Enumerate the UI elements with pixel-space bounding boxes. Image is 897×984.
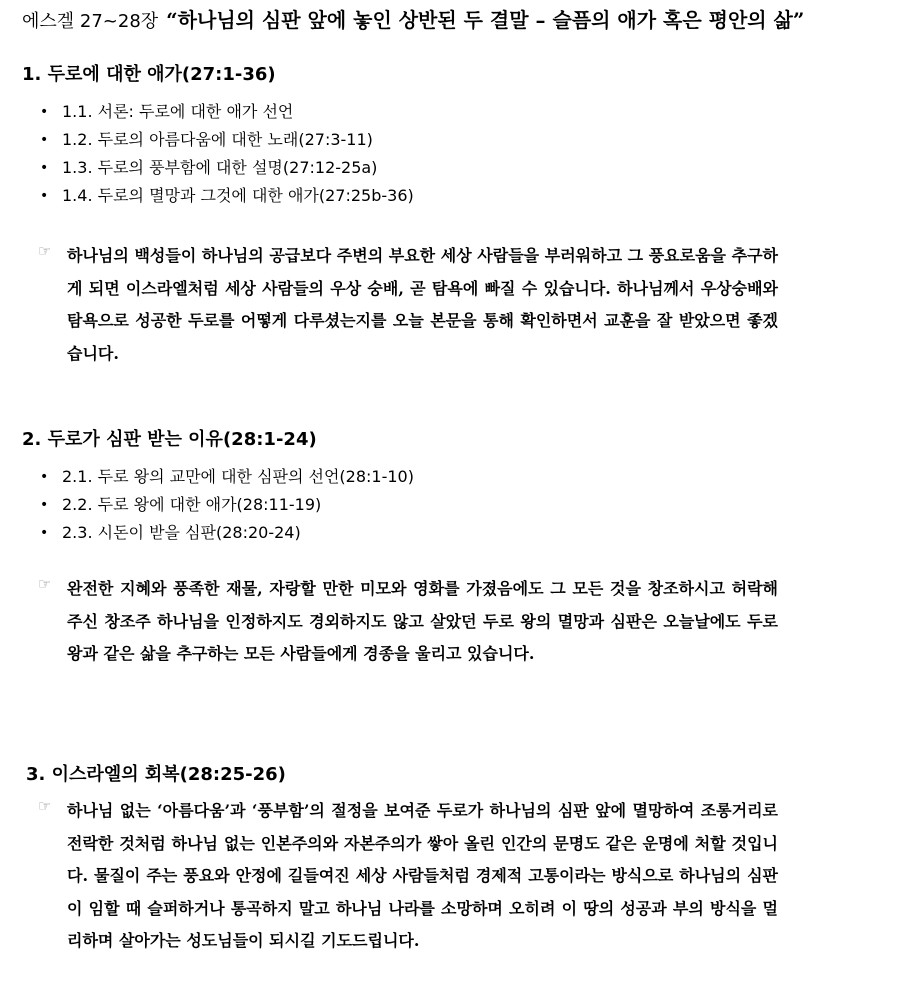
chapter-reference: 에스겔 27~28장 [22,11,159,32]
section-number: 2. [22,429,42,450]
section-heading [22,60,414,86]
page-title: “하나님의 심판 앞에 놓인 상반된 두 결말 – 슬픔의 애가 혹은 평안의 삶” [166,8,805,32]
section-heading [26,760,286,786]
pointing-hand-icon: ☞ [38,575,52,593]
section-1 [22,60,414,210]
list-item [22,98,414,126]
section-number: 1. [22,64,42,85]
section-2-note [38,573,778,671]
list-item [22,182,414,210]
section-3 [26,760,286,786]
section-2 [22,425,414,547]
outline-list [22,98,414,210]
pointing-hand-icon: ☞ [38,242,52,260]
section-1-note [38,240,778,370]
list-item-text: 2.2. 두로 왕에 대한 애가(28:11-19) [62,495,322,514]
list-item [22,463,414,491]
list-item [22,491,414,519]
bullet-dot-icon: • [40,525,49,541]
section-3-note [38,795,778,958]
bullet-dot-icon: • [40,104,49,120]
section-title: 두로가 심판 받는 이유(28:1-24) [47,429,317,450]
note-text: 완전한 지혜와 풍족한 재물, 자랑할 만한 미모와 영화를 가졌음에도 그 모든 것을 창조하시고 허락해주신 창조주 하나님을 인정하지도 경외하지도 않고 살았던 두로 왕의 멸망과 심판은 오늘날에도 두로 왕과 같은 삶을 추구하는 모든 사람들에게 경종을 울리고 있습니다. [67,579,778,663]
section-number: 3. [26,764,46,785]
note-text: 하나님 없는 ‘아름다움’과 ‘풍부함’의 절정을 보여준 두로가 하나님의 심판 앞에 멸망하여 조롱거리로 전락한 것처럼 하나님 없는 인본주의와 자본주의가 쌓아 올린 인간의 문명도 같은 운명에 처할 것입니다. 물질이 주는 풍요와 안정에 길들여진 세상 사람들처럼 경제적 고통이라는 방식으로 하나님의 심판이 임할 때 슬퍼하거나 통곡하지 말고 하나님 나라를 소망하며 오히려 이 땅의 성공과 부의 방식을 멀리하며 살아가는 성도님들이 되시길 기도드립니다. [67,801,778,950]
page-header [22,4,804,33]
list-item-text: 2.3. 시돈이 받을 심판(28:20-24) [62,523,301,542]
bullet-dot-icon: • [40,469,49,485]
bullet-dot-icon: • [40,497,49,513]
list-item-text: 2.1. 두로 왕의 교만에 대한 심판의 선언(28:1-10) [62,467,414,486]
list-item-text: 1.1. 서론: 두로에 대한 애가 선언 [62,102,294,121]
pointing-hand-icon: ☞ [38,797,52,815]
bullet-dot-icon: • [40,188,49,204]
bullet-dot-icon: • [40,160,49,176]
list-item-text: 1.4. 두로의 멸망과 그것에 대한 애가(27:25b-36) [62,186,414,205]
section-heading [22,425,414,451]
list-item-text: 1.3. 두로의 풍부함에 대한 설명(27:12-25a) [62,158,378,177]
bullet-dot-icon: • [40,132,49,148]
list-item-text: 1.2. 두로의 아름다움에 대한 노래(27:3-11) [62,130,373,149]
section-title: 이스라엘의 회복(28:25-26) [51,764,286,785]
list-item [22,519,414,547]
section-title: 두로에 대한 애가(27:1-36) [47,64,276,85]
outline-list [22,463,414,547]
note-text: 하나님의 백성들이 하나님의 공급보다 주변의 부요한 세상 사람들을 부러워하고 그 풍요로움을 추구하게 되면 이스라엘처럼 세상 사람들의 우상 숭배, 곧 탐욕에 빠질 수 있습니다. 하나님께서 우상숭배와 탐욕으로 성공한 두로를 어떻게 다루셨는지를 오늘 본문을 통해 확인하면서 교훈을 잘 받았으면 좋겠습니다. [67,246,778,363]
list-item [22,126,414,154]
list-item [22,154,414,182]
